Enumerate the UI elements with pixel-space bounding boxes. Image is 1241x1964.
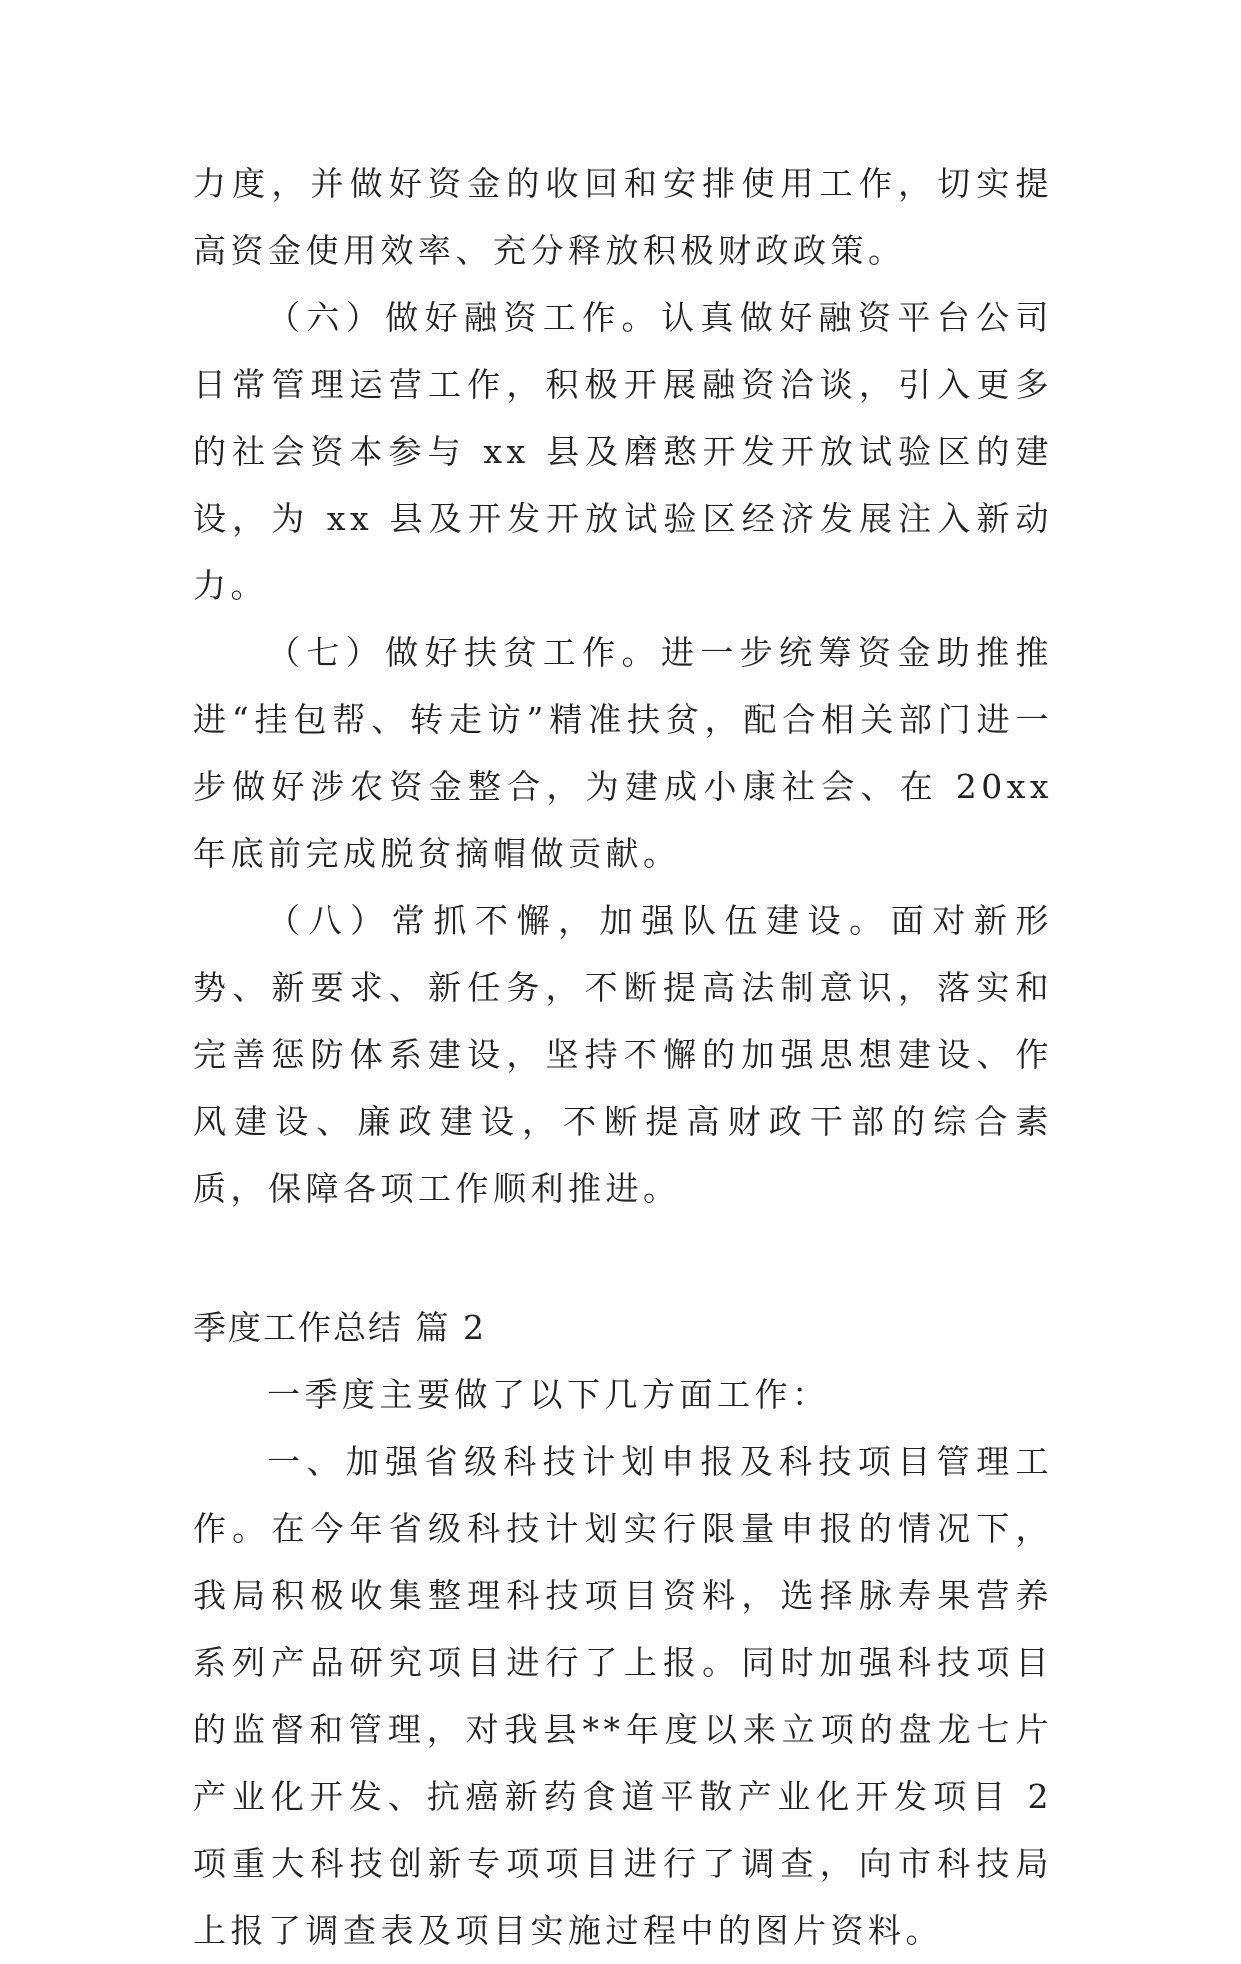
paragraph-poverty-alleviation: （七）做好扶贫工作。进一步统筹资金助推推进“挂包帮、转走访”精准扶贫，配合相关部门进一步做好涉农资金整合，为建成小康社会、在 20xx 年底前完成脱贫摘帽做贡献。 [193,633,1053,873]
section-heading: 季度工作总结 篇 2 [193,1308,486,1347]
paragraph-tech-project-management: 一、加强省级科技计划申报及科技项目管理工作。在今年省级科技计划实行限量申报的情况下，我局积极收集整理科技项目资料，选择脉寿果营养系列产品研究项目进行了上报。同时加强科技项目的监督和管理，对我县**年度以来立项的盘龙七片产业化开发、抗癌新药食道平散产业化开发项目 2 项重大科技创新专项项目进行了调查，向市科技局上报了调查表及项目实施过程中的图片资料。 [193,1442,1053,1950]
document-body [193,150,1053,1964]
paragraph-team-building: （八）常抓不懈，加强队伍建设。面对新形势、新要求、新任务，不断提高法制意识，落实和完善惩防体系建设，坚持不懈的加强思想建设、作风建设、廉政建设，不断提高财政干部的综合素质，保障各项工作顺利推进。 [193,901,1053,1208]
paragraph-funds-efficiency: 力度，并做好资金的收回和安排使用工作，切实提高资金使用效率、充分释放积极财政政策。 [193,164,1053,270]
paragraph-q1-intro: 一季度主要做了以下几方面工作： [267,1375,830,1414]
paragraph-financing-work: （六）做好融资工作。认真做好融资平台公司日常管理运营工作，积极开展融资洽谈，引入更多的社会资本参与 xx 县及磨憨开发开放试验区的建设，为 xx 县及开发开放试验区经济发展注入新动力。 [193,298,1053,605]
